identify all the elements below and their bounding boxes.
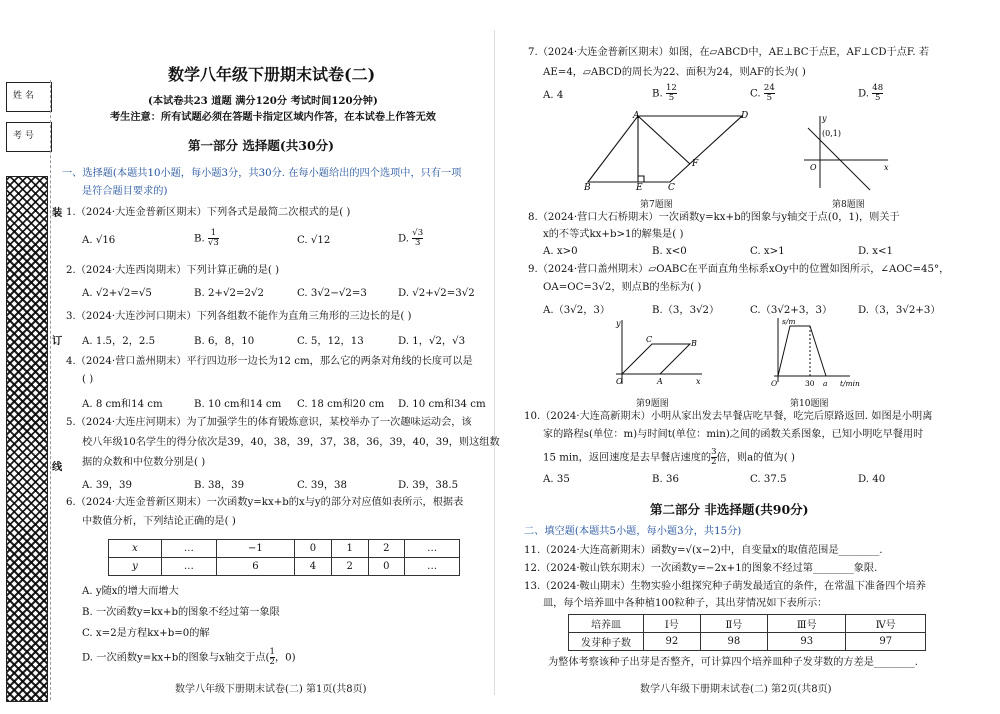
q5-option-d: D. 39，38.5 — [398, 480, 459, 491]
q8-option-b: B. x<0 — [652, 246, 687, 257]
q7-option-b — [652, 84, 677, 103]
q10-option-b: B. 36 — [652, 474, 679, 485]
fig9-point-b: B — [691, 339, 697, 348]
q5-option-b: B. 38，39 — [194, 480, 245, 491]
q7-d-den: 5 — [875, 93, 881, 103]
figure-7-label: 第7题图 — [640, 200, 673, 210]
table-cell: 6 — [216, 558, 294, 576]
fig8-x-label: x — [884, 163, 889, 172]
table-cell: −1 — [216, 540, 294, 558]
q7-option-d — [858, 84, 883, 103]
q13-stem: 13.（2024·鞍山期末）生物实验小组探究种子萌发最适宜的条件，在常温下准备四个培养 — [524, 581, 926, 592]
q12-stem: 12.（2024·鞍山铁东期末）一次函数y=−2x+1的图象不经过第________象限. — [524, 563, 878, 574]
binding-mark-zhuang: 装 — [52, 207, 63, 219]
footer-left: 数学八年级下册期末试卷(二) 第1页(共8页) — [175, 684, 367, 695]
q7-c-num: 24 — [763, 83, 775, 93]
paper-meta: (本试卷共23 道题 满分120分 考试时间120分钟) — [148, 95, 378, 107]
q13-tail: 为整体考察该种子出芽是否整齐，可计算四个培养皿种子发芽数的方差是________. — [548, 657, 918, 668]
q6-option-d-tail: ，0) — [274, 652, 296, 664]
q10-stem-3a: 15 min，返回速度是去早餐店速度的 — [543, 452, 712, 464]
table-cell: 2 — [331, 558, 368, 576]
q5-stem-3: 据的众数和中位数分别是( ) — [82, 457, 206, 468]
q13-stem-2: 皿，每个培养皿中各种植100粒种子，其出芽情况如下表所示： — [543, 598, 828, 609]
q5-stem: 5.（2024·大连庄河期末）为了加强学生的体育锻炼意识，某校举办了一次趣味运动会，该 — [66, 417, 472, 428]
q10-option-c: C. 37.5 — [750, 474, 787, 485]
table-cell: … — [405, 558, 460, 576]
table-cell: 93 — [768, 633, 846, 651]
figure-9-label: 第9题图 — [636, 399, 669, 409]
page-divider — [494, 30, 495, 695]
name-label: 姓 名 — [13, 91, 34, 101]
q6-d-den: 2 — [269, 657, 275, 667]
q8-stem-2: x的不等式kx+b>1的解集是( ) — [543, 229, 684, 240]
q9-stem-2: OA=OC=3√2，则点B的坐标为( ) — [543, 282, 702, 293]
q4-option-b: B. 10 cm和14 cm — [194, 399, 282, 410]
q1-option-a: A. √16 — [82, 235, 116, 246]
q7-stem-2: AE=4，▱ABCD的周长为22、面积为24，则AF的长为( ) — [543, 67, 806, 78]
q10-frac-den: 2 — [711, 457, 717, 467]
binding-line — [50, 80, 51, 700]
binding-hatch — [6, 176, 48, 702]
fig10-origin: O — [771, 379, 778, 388]
q1-option-d-fraction — [412, 229, 423, 248]
fig8-y-label: y — [822, 114, 827, 123]
binding-mark-xian: 线 — [52, 461, 63, 473]
table-cell: … — [405, 540, 460, 558]
table-cell: Ⅱ号 — [700, 615, 767, 633]
q5-stem-2: 校八年级10名学生的得分依次是39，40，38，39，37，38，36，39，40，39，则这组数 — [82, 437, 500, 448]
q2-stem: 2.（2024·大连西岗期末）下列计算正确的是( ) — [66, 265, 280, 276]
table-cell: Ⅳ号 — [846, 615, 926, 633]
q6-option-d — [82, 648, 296, 667]
q7-option-b-fraction — [666, 84, 677, 103]
q1-stem: 1.（2024·大连金普新区期末）下列各式是最简二次根式的是( ) — [66, 207, 351, 218]
q10-option-d: D. 40 — [858, 474, 886, 485]
q4-option-c: C. 18 cm和20 cm — [297, 399, 385, 410]
q9-option-b: B.（3，3√2） — [652, 305, 720, 316]
q10-option-a: A. 35 — [543, 474, 570, 485]
paper-notice: 考生注意：所有试题必须在答题卡指定区域内作答，在本试卷上作答无效 — [110, 111, 436, 123]
parallelogram-abcd — [588, 116, 742, 182]
figure-7-parallelogram — [576, 110, 748, 190]
q7-stem: 7.（2024·大连金普新区期末）如图，在▱ABCD中，AE⊥BC于点E，AF⊥CD于点F. 若 — [528, 47, 930, 58]
right-angle-e — [638, 176, 644, 182]
q1-option-b-letter: B. — [194, 233, 205, 245]
q1-option-c: C. √12 — [297, 235, 331, 246]
binding-mark-ding: 订 — [52, 335, 63, 347]
fig10-journey-line — [778, 326, 826, 376]
q3-option-d: D. 1，√2，√3 — [398, 336, 466, 347]
q7-b-num: 12 — [665, 83, 677, 93]
table-cell: y — [109, 558, 162, 576]
fig9-x-label: x — [696, 377, 701, 386]
fig7-point-a: A — [633, 111, 640, 121]
fig7-point-d: D — [741, 111, 748, 121]
q4-stem-2: ( ) — [82, 374, 94, 385]
figure-8-line-graph — [798, 112, 894, 192]
q5-option-c: C. 39，38 — [297, 480, 348, 491]
fig9-point-a: A — [657, 377, 663, 386]
fig9-point-c: C — [646, 335, 653, 344]
q3-stem: 3.（2024·大连沙河口期末）下列各组数不能作为直角三角形的三边长的是( ) — [66, 311, 412, 322]
table-cell: … — [162, 540, 217, 558]
q1-option-d-letter: D. — [398, 233, 410, 245]
q7-option-d-fraction — [872, 84, 883, 103]
q2-option-b: B. 2+√2=2√2 — [194, 288, 264, 299]
q6-option-a: A. y随x的增大而增大 — [82, 586, 179, 597]
table-cell: … — [162, 558, 217, 576]
q1-b-num: 1 — [208, 229, 219, 239]
q6-option-c: C. x=2是方程kx+b=0的解 — [82, 628, 210, 639]
table-cell: 97 — [846, 633, 926, 651]
q6-table-row-y — [109, 558, 460, 576]
q10-stem-3b: 倍，则a的值为( ) — [716, 452, 795, 464]
paper-title: 数学八年级下册期末试卷(二) — [168, 65, 376, 84]
parallelogram-oabc — [622, 344, 690, 374]
q13-table-data-row — [569, 633, 926, 651]
figure-8-label: 第8题图 — [832, 200, 865, 210]
fig10-t-label: t/min — [840, 379, 860, 388]
fig9-origin: O — [616, 377, 623, 386]
q7-option-c-letter: C. — [750, 88, 761, 100]
name-box — [6, 82, 52, 112]
table-cell: 0 — [368, 558, 405, 576]
table-cell: 1 — [331, 540, 368, 558]
q13-germination-table — [568, 614, 926, 651]
figure-10-label: 第10题图 — [790, 399, 829, 409]
q3-option-a: A. 1.5，2，2.5 — [82, 336, 156, 347]
q9-option-a: A.（3√2，3） — [543, 305, 611, 316]
q7-option-a: A. 4 — [543, 90, 564, 101]
q7-option-b-letter: B. — [652, 88, 663, 100]
id-box — [6, 122, 52, 152]
q9-option-c: C.（3√2+3，3） — [750, 305, 833, 316]
q11-stem: 11.（2024·大连高新期末）函数y=√(x−2)中，自变量x的取值范围是________. — [524, 545, 883, 556]
fig10-tick-30: 30 — [805, 379, 815, 388]
q6-table-row-x — [109, 540, 460, 558]
q6-value-table — [108, 539, 460, 576]
q7-d-num: 48 — [872, 83, 884, 93]
q6-option-b: B. 一次函数y=kx+b的图象不经过第一象限 — [82, 607, 280, 618]
q7-option-d-letter: D. — [858, 88, 870, 100]
part1-section-title-cont: 是符合题目要求的) — [82, 186, 168, 197]
q6-stem-2: 中数值分析，下列结论正确的是( ) — [82, 516, 236, 527]
q3-option-b: B. 6，8，10 — [194, 336, 255, 347]
q5-option-a: A. 39，39 — [82, 480, 132, 491]
footer-right: 数学八年级下册期末试卷(二) 第2页(共8页) — [640, 684, 832, 695]
table-cell: x — [109, 540, 162, 558]
figure-9-coordinate-parallelogram — [610, 318, 706, 390]
q1-option-d — [398, 229, 423, 248]
part1-section-title: 一、选择题(本题共10小题，每小题3分，共30分. 在每小题给出的四个选项中，只有一项 — [62, 168, 462, 179]
q10-stem-2: 家的路程s(单位：m)与时间t(单位：min)之间的函数关系图象，已知小明吃早餐用时 — [543, 429, 924, 440]
table-cell: 98 — [700, 633, 767, 651]
part2-heading: 第二部分 非选择题(共90分) — [650, 502, 809, 517]
q9-stem: 9.（2024·营口盖州期末）▱OABC在平面直角坐标系xOy中的位置如图所示，∠AOC=45°， — [528, 264, 950, 275]
q6-stem: 6.（2024·大连金普新区期末）一次函数y=kx+b的x与y的部分对应值如表所示，根据表 — [66, 497, 464, 508]
q4-stem: 4.（2024·营口盖州期末）平行四边形一边长为12 cm，那么它的两条对角线的长度可以是 — [66, 356, 473, 367]
fig9-y-label: y — [616, 319, 621, 328]
table-cell: 92 — [644, 633, 701, 651]
q8-stem: 8.（2024·营口大石桥期末）一次函数y=kx+b的图象与y轴交于点(0，1)，则关于 — [528, 212, 900, 223]
part2-section-title: 二、填空题(本题共5小题，每小题3分，共15分) — [524, 526, 742, 537]
q10-stem: 10.（2024·大连高新期末）小明从家出发去早餐店吃早餐，吃完后原路返回. 如图是小明离 — [524, 411, 933, 422]
q4-option-d: D. 10 cm和34 cm — [398, 399, 486, 410]
table-cell: Ⅲ号 — [768, 615, 846, 633]
q7-c-den: 5 — [766, 93, 773, 103]
q1-b-den: √3 — [207, 238, 219, 248]
part1-heading: 第一部分 选择题(共30分) — [188, 138, 335, 153]
q13-table-header-row — [569, 615, 926, 633]
q1-d-den: 3 — [415, 238, 421, 248]
q9-option-d: D.（3，3√2+3） — [858, 305, 941, 316]
q8-option-c: C. x>1 — [750, 246, 785, 257]
q6-option-d-text: D. 一次函数y=kx+b的图象与x轴交于点( — [82, 652, 270, 664]
table-cell: 发芽种子数 — [569, 633, 644, 651]
q7-option-c-fraction — [764, 84, 775, 103]
q7-option-c — [750, 84, 775, 103]
q1-d-num: √3 — [412, 228, 424, 238]
fig7-point-e: E — [636, 183, 643, 190]
q4-option-a: A. 8 cm和14 cm — [82, 399, 163, 410]
table-cell: 4 — [295, 558, 332, 576]
fig10-tick-a: a — [823, 379, 828, 388]
fig8-origin: O — [810, 163, 817, 172]
fig7-point-f: F — [692, 159, 699, 169]
table-cell: 培养皿 — [569, 615, 644, 633]
q2-option-d: D. √2+√2=3√2 — [398, 288, 475, 299]
fig7-point-c: C — [668, 183, 675, 190]
fig10-s-label: s/m — [782, 317, 796, 326]
q8-option-a: A. x>0 — [543, 246, 578, 257]
fig8-point-label: (0,1) — [822, 129, 841, 138]
table-cell: Ⅰ号 — [644, 615, 701, 633]
q6-d-num: 1 — [269, 647, 275, 657]
q10-stem-3 — [543, 448, 795, 467]
table-cell: 0 — [295, 540, 332, 558]
q8-option-d: D. x<1 — [858, 246, 894, 257]
segment-af — [638, 116, 690, 164]
q7-b-den: 5 — [668, 93, 675, 103]
table-cell: 2 — [368, 540, 405, 558]
q3-option-c: C. 5，12，13 — [297, 336, 364, 347]
q1-option-b-fraction — [208, 229, 219, 248]
q2-option-a: A. √2+√2=√5 — [82, 288, 152, 299]
q1-option-b — [194, 229, 219, 248]
q10-frac-num: 3 — [711, 447, 717, 457]
fig7-point-b: B — [584, 183, 591, 190]
q2-option-c: C. 3√2−√2=3 — [297, 288, 367, 299]
id-label: 考 号 — [13, 131, 34, 141]
figure-10-distance-time-graph — [770, 316, 870, 390]
